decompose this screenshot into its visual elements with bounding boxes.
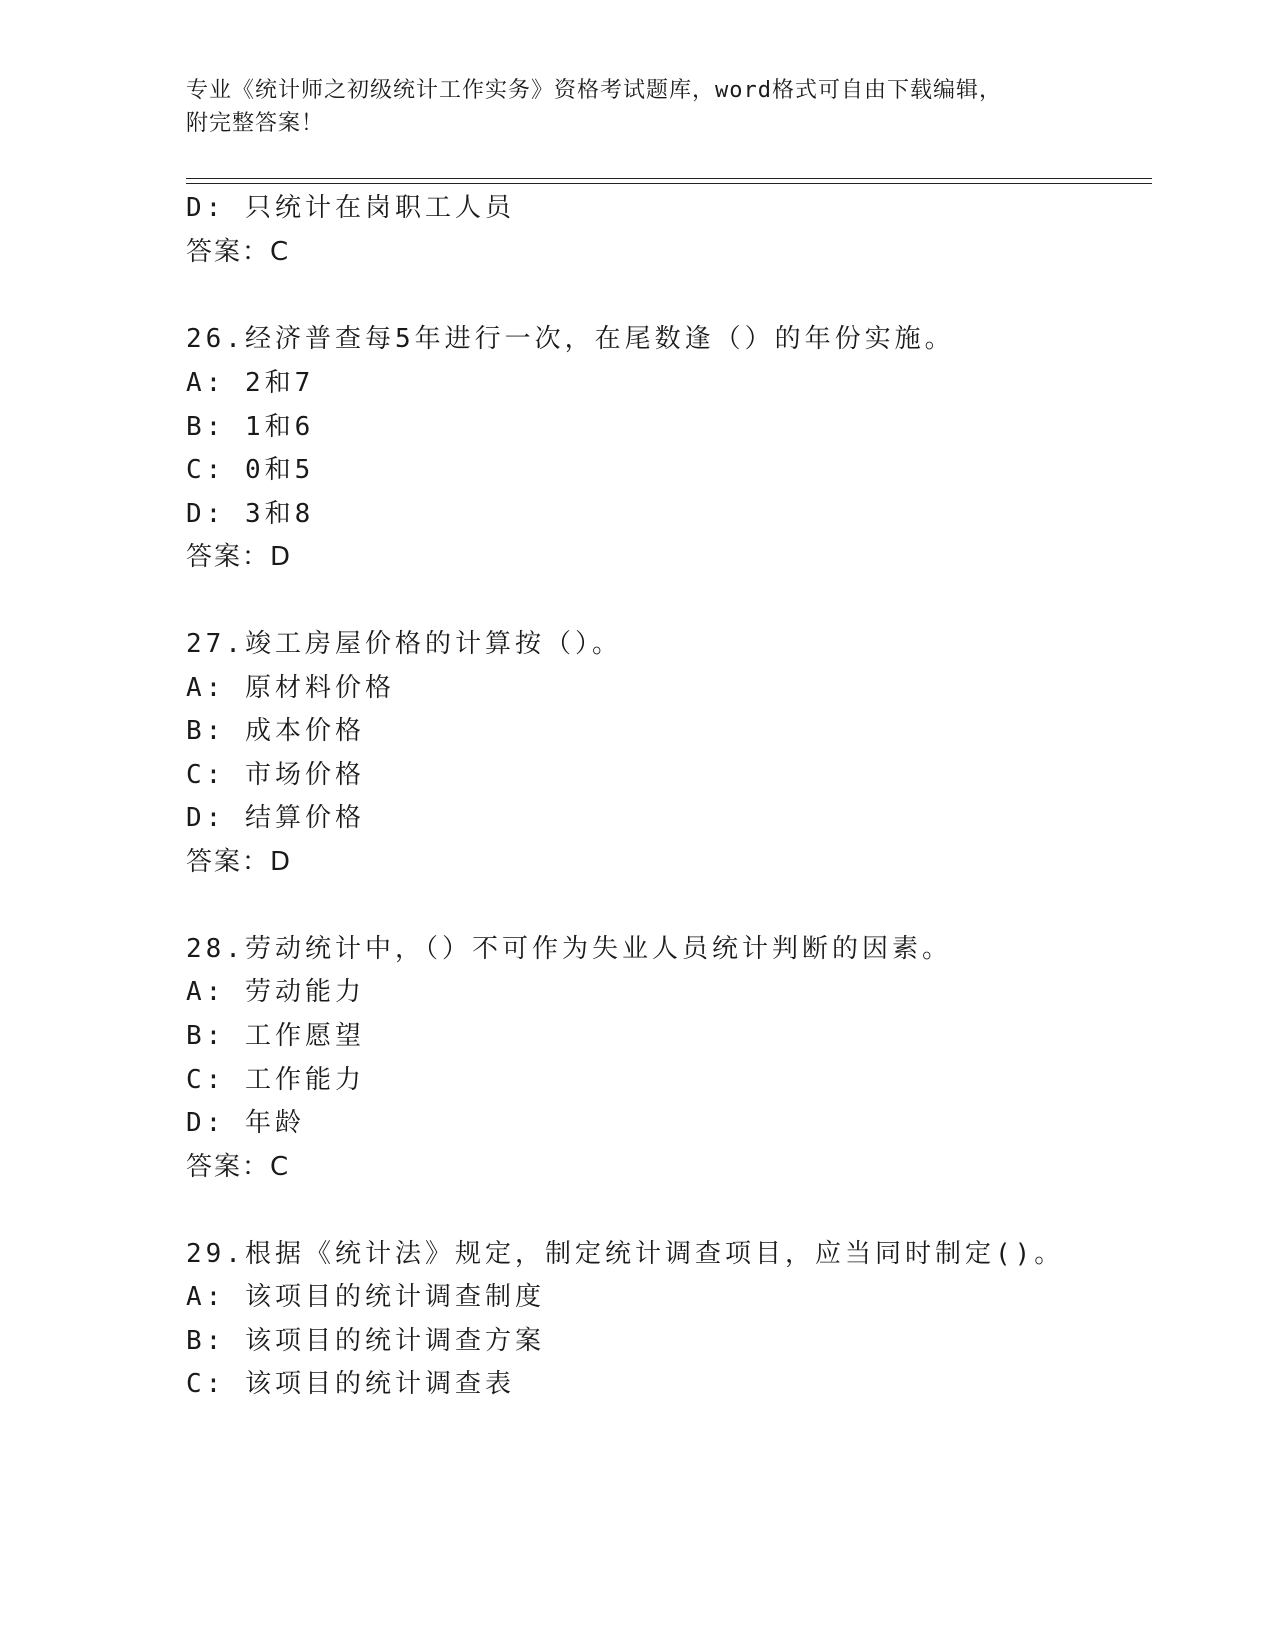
- q29-stem: 29.根据《统计法》规定，制定统计调查项目，应当同时制定()。: [186, 1239, 1065, 1269]
- q27-stem: 27.竣工房屋价格的计算按（）。: [186, 629, 622, 659]
- q26-answer: 答案：D: [186, 542, 293, 572]
- q28-option-a: A: 劳动能力: [186, 977, 365, 1007]
- q27-option-a: A: 原材料价格: [186, 673, 395, 703]
- q25-answer: 答案：C: [186, 237, 291, 267]
- header-rule-bottom: [186, 183, 1152, 184]
- q28-option-d: D: 年龄: [186, 1108, 305, 1138]
- q27-answer: 答案：D: [186, 847, 293, 877]
- header-line-1: 专业《统计师之初级统计工作实务》资格考试题库，word格式可自由下载编辑，: [186, 78, 1002, 103]
- q29-option-c: C: 该项目的统计调查表: [186, 1369, 515, 1399]
- q26-stem: 26.经济普查每5年进行一次，在尾数逢（）的年份实施。: [186, 324, 955, 354]
- q28-answer: 答案：C: [186, 1152, 291, 1182]
- q26-option-b: B: 1和6: [186, 412, 315, 442]
- q26-option-a: A: 2和7: [186, 368, 315, 398]
- q25-option-d: D: 只统计在岗职工人员: [186, 193, 515, 223]
- q29-option-a: A: 该项目的统计调查制度: [186, 1282, 545, 1312]
- q29-option-b: B: 该项目的统计调查方案: [186, 1326, 545, 1356]
- q28-option-c: C: 工作能力: [186, 1065, 365, 1095]
- page-header: [186, 74, 1086, 140]
- q26-option-c: C: 0和5: [186, 455, 315, 485]
- q27-option-d: D: 结算价格: [186, 803, 365, 833]
- header-rule-top: [186, 178, 1152, 179]
- q28-option-b: B: 工作愿望: [186, 1021, 365, 1051]
- header-line-2: 附完整答案！: [186, 111, 325, 136]
- q27-option-c: C: 市场价格: [186, 760, 365, 790]
- q26-option-d: D: 3和8: [186, 499, 315, 529]
- q27-option-b: B: 成本价格: [186, 716, 365, 746]
- q28-stem: 28.劳动统计中，（）不可作为失业人员统计判断的因素。: [186, 934, 952, 964]
